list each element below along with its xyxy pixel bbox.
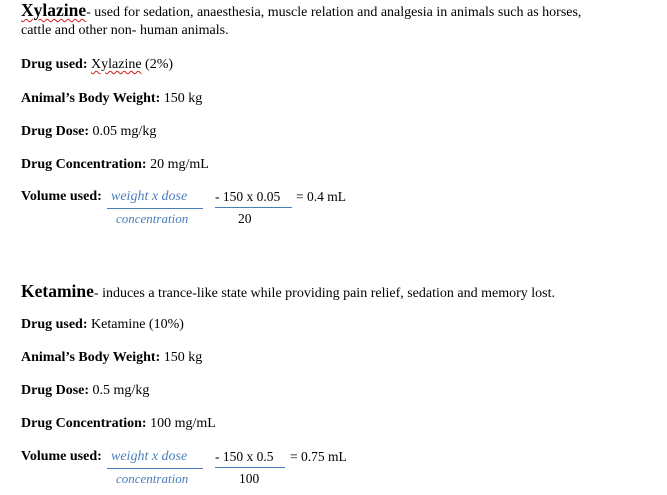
ketamine-formula-fraction-line xyxy=(107,468,203,469)
weight-label: Animal’s Body Weight: xyxy=(21,350,161,365)
xylazine-calc-denominator: 20 xyxy=(238,211,252,226)
drug-used-label: Drug used: xyxy=(21,57,88,72)
weight-value: 150 kg xyxy=(163,91,203,106)
xylazine-formula-numerator: weight x dose xyxy=(111,189,188,204)
xylazine-heading-line xyxy=(21,0,581,21)
xylazine-formula-denominator: concentration xyxy=(116,211,189,226)
xylazine-concentration-row xyxy=(21,157,209,173)
concentration-value: 20 mg/mL xyxy=(150,157,209,172)
ketamine-formula-denominator: concentration xyxy=(116,471,189,486)
drug-used-label: Drug used: xyxy=(21,317,88,332)
xylazine-description-cont: cattle and other non- human animals. xyxy=(21,23,229,38)
ketamine-calc-fraction-line xyxy=(215,467,285,468)
ketamine-calc-denominator: 100 xyxy=(239,471,260,486)
xylazine-weight-row xyxy=(21,91,202,107)
concentration-label: Drug Concentration: xyxy=(21,416,147,431)
weight-value: 150 kg xyxy=(163,350,203,365)
weight-label: Animal’s Body Weight: xyxy=(21,91,161,106)
concentration-value: 100 mg/mL xyxy=(150,416,216,431)
drug-used-value: Ketamine (10%) xyxy=(91,317,184,332)
ketamine-heading-line xyxy=(21,281,555,302)
xylazine-calc-numerator: - 150 x 0.05 xyxy=(215,189,281,204)
ketamine-calc-result: = 0.75 mL xyxy=(290,449,347,464)
dose-value: 0.05 mg/kg xyxy=(92,124,157,139)
ketamine-description: - induces a trance-like state while providing pain relief, sedation and memory lost. xyxy=(93,286,555,301)
dose-label: Drug Dose: xyxy=(21,383,90,398)
dose-label: Drug Dose: xyxy=(21,124,90,139)
xylazine-volume-label: Volume used: xyxy=(21,189,102,204)
dose-value: 0.5 mg/kg xyxy=(92,383,150,398)
ketamine-calc-numerator: - 150 x 0.5 xyxy=(215,449,274,464)
ketamine-concentration-row xyxy=(21,416,216,432)
xylazine-calc-fraction-line xyxy=(215,207,292,208)
ketamine-volume-label: Volume used: xyxy=(21,449,102,464)
xylazine-dose-row xyxy=(21,124,156,140)
drug-used-percent: (2%) xyxy=(145,57,174,72)
xylazine-title: Xylazine xyxy=(21,0,87,20)
xylazine-drug-used-row xyxy=(21,57,173,73)
ketamine-dose-row xyxy=(21,383,149,399)
xylazine-calc-result: = 0.4 mL xyxy=(296,189,346,204)
xylazine-description: - used for sedation, anaesthesia, muscle relation and analgesia in animals such as horses, xyxy=(86,5,582,20)
concentration-label: Drug Concentration: xyxy=(21,157,147,172)
ketamine-title: Ketamine xyxy=(21,281,94,301)
drug-used-name: Xylazine xyxy=(91,57,142,72)
ketamine-weight-row xyxy=(21,350,202,366)
xylazine-formula-fraction-line xyxy=(107,208,203,209)
ketamine-drug-used-row xyxy=(21,317,184,333)
ketamine-formula-numerator: weight x dose xyxy=(111,449,188,464)
